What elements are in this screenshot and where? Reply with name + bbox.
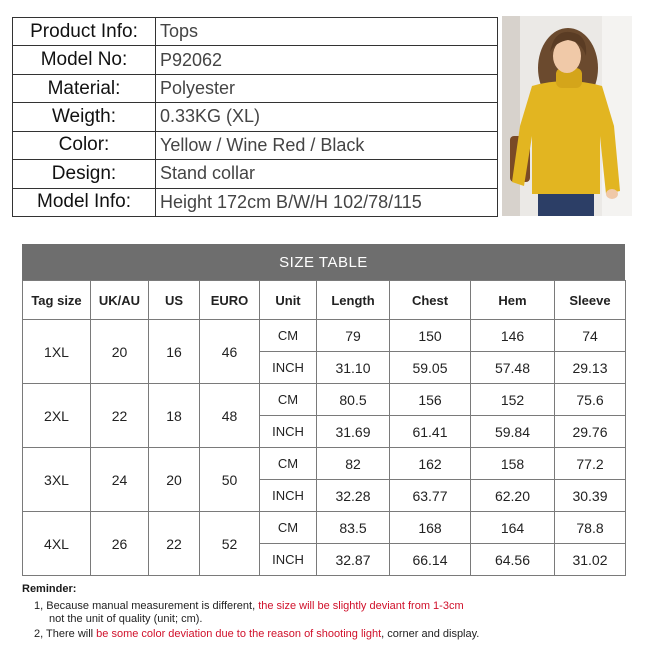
chest-cell: 66.14 <box>390 544 471 576</box>
info-label: Weigth: <box>13 103 156 131</box>
us-cell: 18 <box>149 384 200 448</box>
info-row <box>13 188 498 216</box>
us-cell: 16 <box>149 320 200 384</box>
reminder-highlight: the size will be slightly deviant from 1-3cm <box>258 600 464 612</box>
length-cell: 80.5 <box>317 384 390 416</box>
info-row <box>13 74 498 102</box>
us-cell: 22 <box>149 512 200 576</box>
length-cell: 83.5 <box>317 512 390 544</box>
sleeve-cell: 29.76 <box>555 416 626 448</box>
info-label: Color: <box>13 131 156 159</box>
tag-size-cell: 1XL <box>23 320 91 384</box>
uk-au-cell: 24 <box>91 448 149 512</box>
column-header: UK/AU <box>91 281 149 320</box>
model-photo <box>502 16 632 216</box>
tag-size-cell: 4XL <box>23 512 91 576</box>
column-header: Tag size <box>23 281 91 320</box>
sleeve-cell: 78.8 <box>555 512 626 544</box>
euro-cell: 50 <box>200 448 260 512</box>
length-cell: 31.69 <box>317 416 390 448</box>
chest-cell: 162 <box>390 448 471 480</box>
hem-cell: 152 <box>471 384 555 416</box>
length-cell: 32.87 <box>317 544 390 576</box>
table-row <box>23 448 626 480</box>
length-cell: 82 <box>317 448 390 480</box>
hem-cell: 62.20 <box>471 480 555 512</box>
size-header-row <box>23 281 626 320</box>
reminder-text: , corner and display. <box>381 628 480 640</box>
reminder-text: 1, Because manual measurement is different, <box>34 600 259 612</box>
unit-cell: INCH <box>260 480 317 512</box>
unit-cell: CM <box>260 320 317 352</box>
unit-cell: CM <box>260 512 317 544</box>
info-value: P92062 <box>156 46 498 74</box>
euro-cell: 52 <box>200 512 260 576</box>
size-table <box>22 280 626 576</box>
hem-cell: 146 <box>471 320 555 352</box>
length-cell: 32.28 <box>317 480 390 512</box>
model-illustration <box>502 16 632 216</box>
hem-cell: 158 <box>471 448 555 480</box>
unit-cell: INCH <box>260 352 317 384</box>
length-cell: 79 <box>317 320 390 352</box>
euro-cell: 46 <box>200 320 260 384</box>
reminder-line-1 <box>34 600 464 612</box>
table-row <box>23 320 626 352</box>
info-value: Yellow / Wine Red / Black <box>156 131 498 159</box>
us-cell: 20 <box>149 448 200 512</box>
info-row <box>13 46 498 74</box>
reminder-line-1b: not the unit of quality (unit; cm). <box>49 613 203 625</box>
column-header: Unit <box>260 281 317 320</box>
table-row <box>23 384 626 416</box>
info-value: 0.33KG (XL) <box>156 103 498 131</box>
chest-cell: 59.05 <box>390 352 471 384</box>
column-header: EURO <box>200 281 260 320</box>
reminder-text: 2, There will <box>34 628 97 640</box>
info-value: Polyester <box>156 74 498 102</box>
chest-cell: 63.77 <box>390 480 471 512</box>
sleeve-cell: 77.2 <box>555 448 626 480</box>
info-value: Stand collar <box>156 160 498 188</box>
hem-cell: 164 <box>471 512 555 544</box>
chest-cell: 150 <box>390 320 471 352</box>
sleeve-cell: 74 <box>555 320 626 352</box>
uk-au-cell: 20 <box>91 320 149 384</box>
info-label: Model Info: <box>13 188 156 216</box>
unit-cell: INCH <box>260 544 317 576</box>
unit-cell: CM <box>260 384 317 416</box>
unit-cell: INCH <box>260 416 317 448</box>
chest-cell: 168 <box>390 512 471 544</box>
info-row <box>13 18 498 46</box>
unit-cell: CM <box>260 448 317 480</box>
info-value: Height 172cm B/W/H 102/78/115 <box>156 188 498 216</box>
reminder-title: Reminder: <box>22 583 77 595</box>
column-header: Sleeve <box>555 281 626 320</box>
sleeve-cell: 29.13 <box>555 352 626 384</box>
info-label: Product Info: <box>13 18 156 46</box>
info-label: Design: <box>13 160 156 188</box>
sleeve-cell: 75.6 <box>555 384 626 416</box>
info-row <box>13 160 498 188</box>
product-info-table <box>12 17 498 217</box>
info-label: Material: <box>13 74 156 102</box>
euro-cell: 48 <box>200 384 260 448</box>
reminder-line-2 <box>34 628 479 640</box>
reminder-highlight: be some color deviation due to the reason of shooting light <box>96 628 382 640</box>
info-label: Model No: <box>13 46 156 74</box>
tag-size-cell: 2XL <box>23 384 91 448</box>
column-header: Hem <box>471 281 555 320</box>
column-header: US <box>149 281 200 320</box>
hem-cell: 59.84 <box>471 416 555 448</box>
hem-cell: 57.48 <box>471 352 555 384</box>
chest-cell: 61.41 <box>390 416 471 448</box>
uk-au-cell: 26 <box>91 512 149 576</box>
size-table-title: SIZE TABLE <box>22 244 625 280</box>
uk-au-cell: 22 <box>91 384 149 448</box>
hem-cell: 64.56 <box>471 544 555 576</box>
table-row <box>23 512 626 544</box>
column-header: Chest <box>390 281 471 320</box>
chest-cell: 156 <box>390 384 471 416</box>
sleeve-cell: 30.39 <box>555 480 626 512</box>
length-cell: 31.10 <box>317 352 390 384</box>
tag-size-cell: 3XL <box>23 448 91 512</box>
sleeve-cell: 31.02 <box>555 544 626 576</box>
column-header: Length <box>317 281 390 320</box>
info-row <box>13 103 498 131</box>
info-row <box>13 131 498 159</box>
info-value: Tops <box>156 18 498 46</box>
